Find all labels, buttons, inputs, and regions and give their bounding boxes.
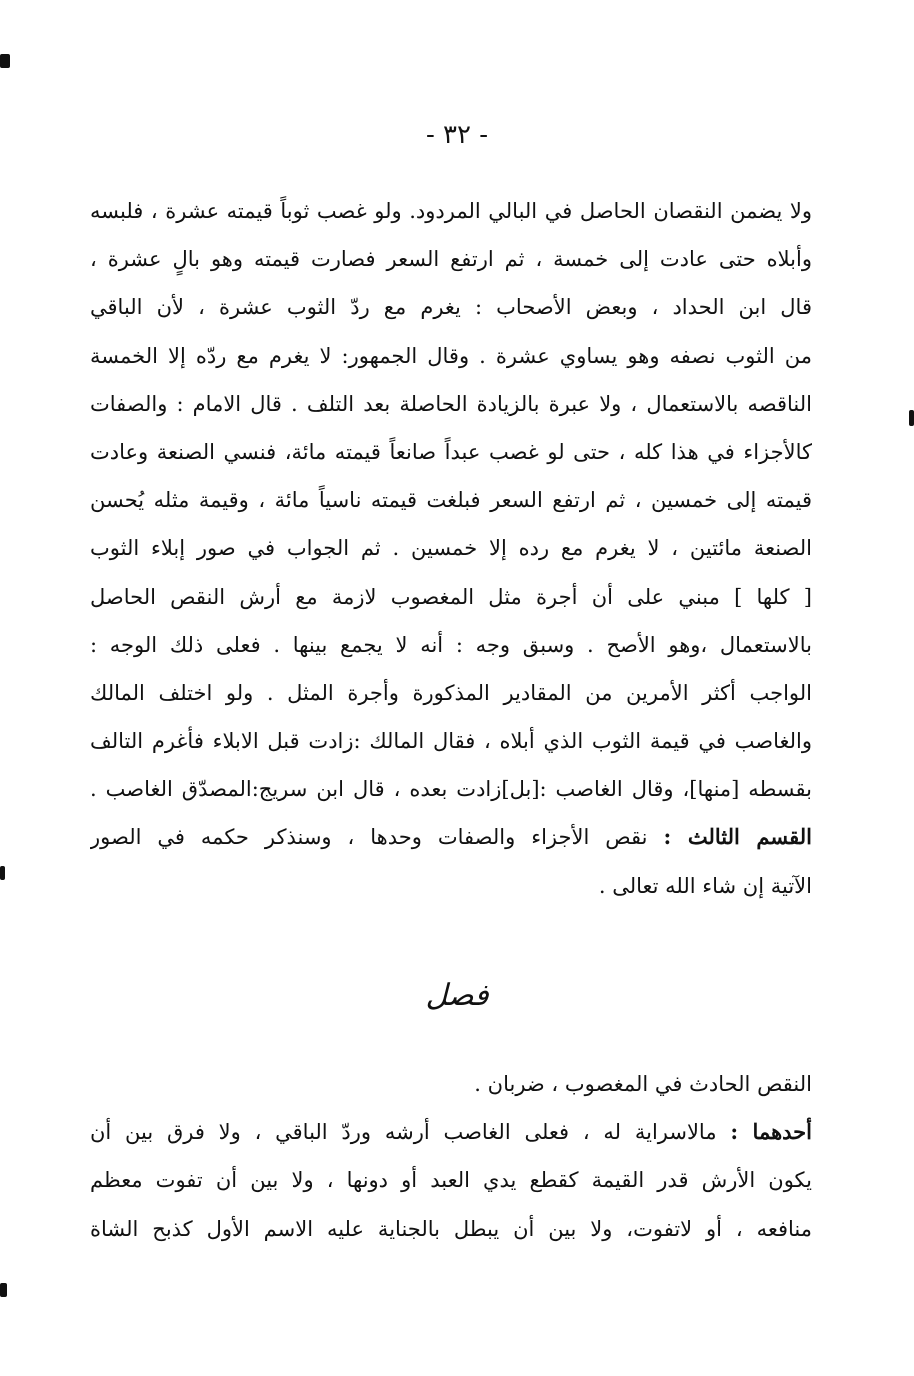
right-margin-mark: [909, 410, 914, 426]
paragraph-2: [90, 1060, 812, 1253]
paragraph-1: [90, 187, 812, 910]
first-item-label: أحدهما :: [730, 1119, 812, 1145]
text-line: الصنعة مائتين ، لا يغرم مع رده إلا خمسين . ثم الجواب في صور إبلاء الثوب: [90, 536, 812, 561]
text-line: بقسطه [منها]، وقال الغاصب :[بل]زادت بعده ، قال ابن سريج:المصدّق الغاصب .: [90, 777, 812, 802]
text-line: النقص الحادث في المغصوب ، ضربان .: [474, 1072, 812, 1096]
first-item-line: [90, 1108, 812, 1156]
text-line: الناقصه بالاستعمال ، ولا عبرة بالزيادة الحاصلة بعد التلف . قال الامام : والصفات: [90, 391, 812, 416]
page-number: - ٣٢ -: [425, 120, 489, 150]
text-line: من الثوب نصفه وهو يساوي عشرة . وقال الجمهور: لا يغرم مع ردّه إلا الخمسة: [90, 343, 812, 368]
text-line: والغاصب في قيمة الثوب الذي أبلاه ، فقال المالك :زادت قبل الابلاء فأغرم التالف: [90, 729, 812, 754]
left-margin-mark: [0, 1283, 7, 1297]
section-line-text: نقص الأجزاء والصفات وحدها ، وسنذكر حكمه في الصور: [90, 825, 648, 850]
text-line: كالأجزاء في هذا كله ، حتى لو غصب عبداً صانعاً قيمته مائة، فنسي الصنعة وعادت: [90, 439, 812, 464]
text-line: ولا يضمن النقصان الحاصل في البالي المردود. ولو غصب ثوباً قيمته عشرة ، فلبسه: [90, 199, 812, 223]
left-margin-mark: [0, 54, 10, 68]
section-line: [90, 813, 812, 861]
text-line: الواجب أكثر الأمرين من المقادير المذكورة وأجرة المثل . ولو اختلف المالك: [90, 680, 812, 705]
section-label: القسم الثالث :: [663, 824, 812, 850]
text-line: قيمته إلى خمسين ، ثم ارتفع السعر فبلغت قيمته ناسياً مائة ، وقيمة مثله يُحسن: [90, 488, 812, 513]
section-title: فصل: [425, 978, 489, 1013]
first-item-text: مالاسراية له ، فعلى الغاصب أرشه وردّ الباقي ، ولا فرق بين أن: [90, 1120, 717, 1145]
text-line: [ كلها ] مبني على أن أجرة مثل المغصوب لازمة مع أرش النقص الحاصل: [90, 584, 812, 609]
text-line: قال ابن الحداد ، وبعض الأصحاب : يغرم مع ردّ الثوب عشرة ، لأن الباقي: [90, 295, 812, 320]
text-line: يكون الأرش قدر القيمة كقطع يدي العبد أو دونها ، ولا بين أن تفوت معظم: [90, 1168, 812, 1193]
text-line: وأبلاه حتى عادت إلى خمسة ، ثم ارتفع السعر فصارت قيمته وهو بالٍ عشرة ،: [90, 247, 812, 272]
text-line: منافعه ، أو لاتفوت، ولا بين أن يبطل بالجناية عليه الاسم الأول كذبح الشاة: [90, 1216, 812, 1241]
text-line: بالاستعمال ،وهو الأصح . وسبق وجه : أنه لا يجمع بينها . فعلى ذلك الوجه :: [90, 632, 812, 657]
left-margin-mark: [0, 866, 5, 880]
text-line: الآتية إن شاء الله تعالى .: [598, 873, 812, 898]
